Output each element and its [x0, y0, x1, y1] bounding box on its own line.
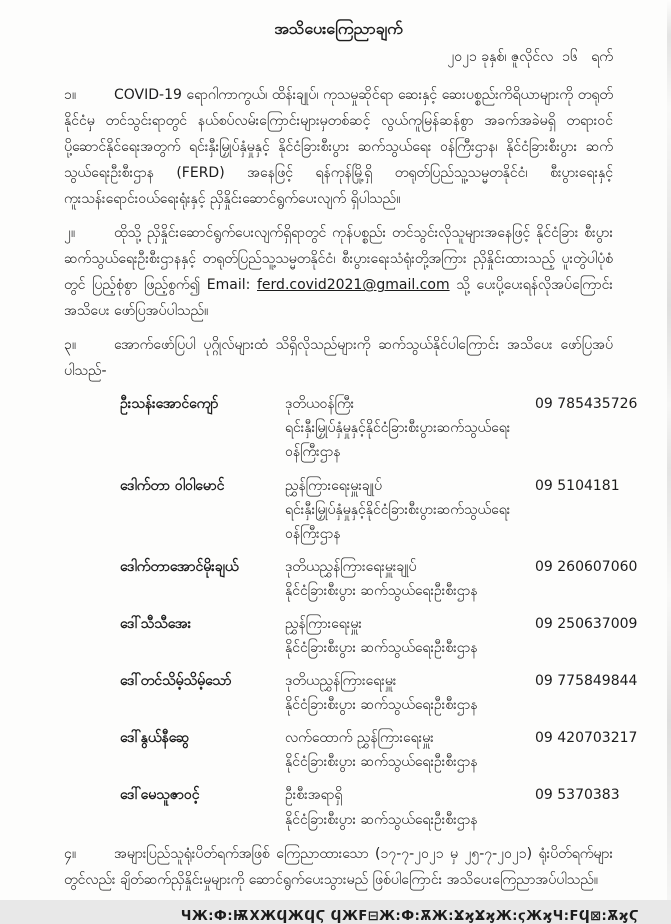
contact-position — [285, 392, 535, 464]
garbled-signature-line: ЧЖ:Ф:ѬΧЖϤЖϤϚ ϤЖϜ⊟Ж:Ф:ѪЖ:ϪϗϪϗЖ:ϛЖϗЧ:ϜϤ⊠:ѪϗϚ — [180, 908, 639, 924]
contact-phone: 09 250637009 — [535, 615, 638, 632]
contact-department: နိုင်ငံခြားစီးပွား ဆက်သွယ်ရေးဦးစီးဌာန — [285, 754, 478, 771]
contact-phone: 09 785435726 — [535, 396, 638, 413]
contact-position — [285, 555, 535, 603]
page-title: အသိပေးကြေညာချက် — [274, 19, 403, 38]
contact-department: ရင်းနှီးမြှုပ်နှံမှုနှင့်နိုင်ငံခြားစီးပွားဆက်သွယ်ရေး ဝန်ကြီးဌာန — [285, 501, 511, 542]
contact-phone: 09 420703217 — [535, 730, 638, 747]
paragraph-3-number: ၃။ — [64, 337, 77, 354]
contact-title: ဦးစီးအရာရှိ — [285, 787, 343, 804]
contact-position — [285, 783, 535, 831]
paragraph-2-text-before-email: ထိုသို့ ညှိနှိုင်းဆောင်ရွက်ပေးလျက်ရှိရာတွင် ကုန်ပစ္စည်း တင်သွင်းလိုသူများအနေဖြင့် နိုင်ငံခြား စီးပွား ဆက်သွယ်ရေးဦးစီးဌာနနှင့် တရုတ်ပြည်သူ့သမ္မတနိုင်ငံ၊ စီးပွားရေးသံရုံးတို့အကြား ညှိနှိုင်းထားသည့် ပူးတွဲပါပုံစံတွင် ပြည့်စုံစွာ ဖြည့်စွက်၍ Email: — [64, 225, 613, 294]
contact-name: ဒေါ်တင်သိမ့်သိမ့်သော် — [120, 673, 232, 690]
contact-row — [120, 555, 638, 603]
paragraph-2 — [64, 220, 613, 324]
paragraph-4 — [64, 841, 613, 893]
scan-edge-artifact — [667, 0, 671, 900]
contact-department: ရင်းနှီးမြှုပ်နှံမှုနှင့်နိုင်ငံခြားစီးပွားဆက်သွယ်ရေး ဝန်ကြီးဌာန — [285, 420, 511, 461]
contact-position — [285, 474, 535, 546]
contact-name: ဦးသန်းအောင်ကျော် — [120, 396, 219, 413]
contact-row — [120, 474, 620, 546]
document-date: ၂၀၂၁ ခုနှစ်၊ ဇူလိုင်လ ၁၆ ရက် — [447, 48, 613, 65]
contact-title: ဒုတိယဝန်ကြီး — [285, 396, 355, 413]
contact-title: ညွှန်ကြားရေးမှူးချုပ် — [285, 477, 382, 494]
contact-name: ဒေါ်သီသီအေး — [120, 615, 192, 632]
contact-row — [120, 669, 638, 717]
paragraph-2-text-after-email: သို့ ပေးပို့ပေးရန်လိုအပ်ကြောင်း အသိပေး ဖော်ပြအပ်ပါသည်။ — [64, 277, 613, 320]
contact-row — [120, 392, 638, 464]
paragraph-1-text: COVID-19 ရောဂါကာကွယ်၊ ထိန်းချုပ်၊ ကုသမှုဆိုင်ရာ ဆေးနှင့် ဆေးပစ္စည်းကိရိယာများကို တရုတ်နိုင်ငံမှ တင်သွင်းရာတွင် နယ်စပ်လမ်းကြောင်းများမှတစ်ဆင့် လွယ်ကူမြန်ဆန်စွာ အခက်အခဲမရှိ တရားဝင်ပို့ဆောင်နိုင်ရေးအတွက် ရင်းနှီးမြှုပ်နှံမှုနှင့် နိုင်ငံခြားစီးပွား ဆက်သွယ်ရေး ဝန်ကြီးဌာန၊ နိုင်ငံခြားစီးပွား ဆက်သွယ်ရေးဦးစီးဌာန (FERD) အနေဖြင့် ရန်ကုန်မြို့ရှိ တရုတ်ပြည်သူ့သမ္မတနိုင်ငံ၊ စီးပွားရေးနှင့်ကူးသန်းရောင်းဝယ်ရေးရုံးနှင့် ညှိနှိုင်းဆောင်ရွက်ပေးလျက် ရှိပါသည်။ — [64, 86, 613, 208]
paragraph-3-text: အောက်ဖော်ပြပါ ပုဂ္ဂိုလ်များထံ သိရှိလိုသည်များကို ဆက်သွယ်နိုင်ပါကြောင်း အသိပေး ဖော်ပြအပ်ပါသည်- — [64, 337, 613, 380]
contact-name: ဒေါ်နွယ်နီဆွေ — [120, 730, 190, 747]
contact-department: နိုင်ငံခြားစီးပွား ဆက်သွယ်ရေးဦးစီးဌာန — [285, 697, 478, 714]
contact-department: နိုင်ငံခြားစီးပွား ဆက်သွယ်ရေးဦးစီးဌာန — [285, 811, 478, 828]
contact-row — [120, 783, 620, 831]
contact-name: ဒေါက်တာအောင်မိုးချယ် — [120, 558, 239, 575]
paragraph-2-number: ၂။ — [64, 225, 76, 242]
contact-department: နိုင်ငံခြားစီးပွား ဆက်သွယ်ရေးဦးစီးဌာန — [285, 582, 478, 599]
contact-position — [285, 612, 535, 660]
contact-phone: 09 5370383 — [535, 787, 620, 804]
contact-phone: 09 775849844 — [535, 673, 638, 690]
paragraph-4-text: အများပြည်သူရုံးပိတ်ရက်အဖြစ် ကြေညာထားသော (၁၇-၇-၂၀၂၁ မှ ၂၅-၇-၂၀၂၁) ရုံးပိတ်ရက်များတွင်လည်း ချိတ်ဆက်ညှိနှိုင်းမှုများကို ဆောင်ရွက်ပေးသွားမည် ဖြစ်ပါကြောင်း အသိပေးကြေညာအပ်ပါသည်။ — [64, 845, 613, 888]
contact-phone: 09 5104181 — [535, 477, 620, 494]
contact-name: ဒေါက်တာ ဝါဝါမောင် — [120, 477, 225, 494]
contact-name: ဒေါ်မေသူဇာဝင့် — [120, 787, 200, 804]
contact-title: လက်ထောက် ညွှန်ကြားရေးမှူး — [285, 730, 434, 747]
paragraph-4-number: ၄။ — [64, 845, 77, 862]
contact-title: ညွှန်ကြားရေးမှူး — [285, 615, 362, 632]
contact-title: ဒုတိယညွှန်ကြားရေးမှူး — [285, 673, 397, 690]
contact-position — [285, 669, 535, 717]
paragraph-3 — [64, 332, 613, 384]
contact-department: နိုင်ငံခြားစီးပွား ဆက်သွယ်ရေးဦးစီးဌာန — [285, 640, 478, 657]
email-link[interactable]: ferd.covid2021@gmail.com — [257, 277, 450, 294]
paragraph-1-number: ၁။ — [64, 86, 77, 103]
contact-row — [120, 612, 638, 660]
contact-title: ဒုတိယညွှန်ကြားရေးမှူးချုပ် — [285, 558, 417, 575]
contact-position — [285, 726, 535, 774]
paragraph-1 — [64, 82, 613, 212]
contact-phone: 09 260607060 — [535, 558, 638, 575]
contact-row — [120, 726, 638, 774]
contact-list — [120, 392, 638, 831]
